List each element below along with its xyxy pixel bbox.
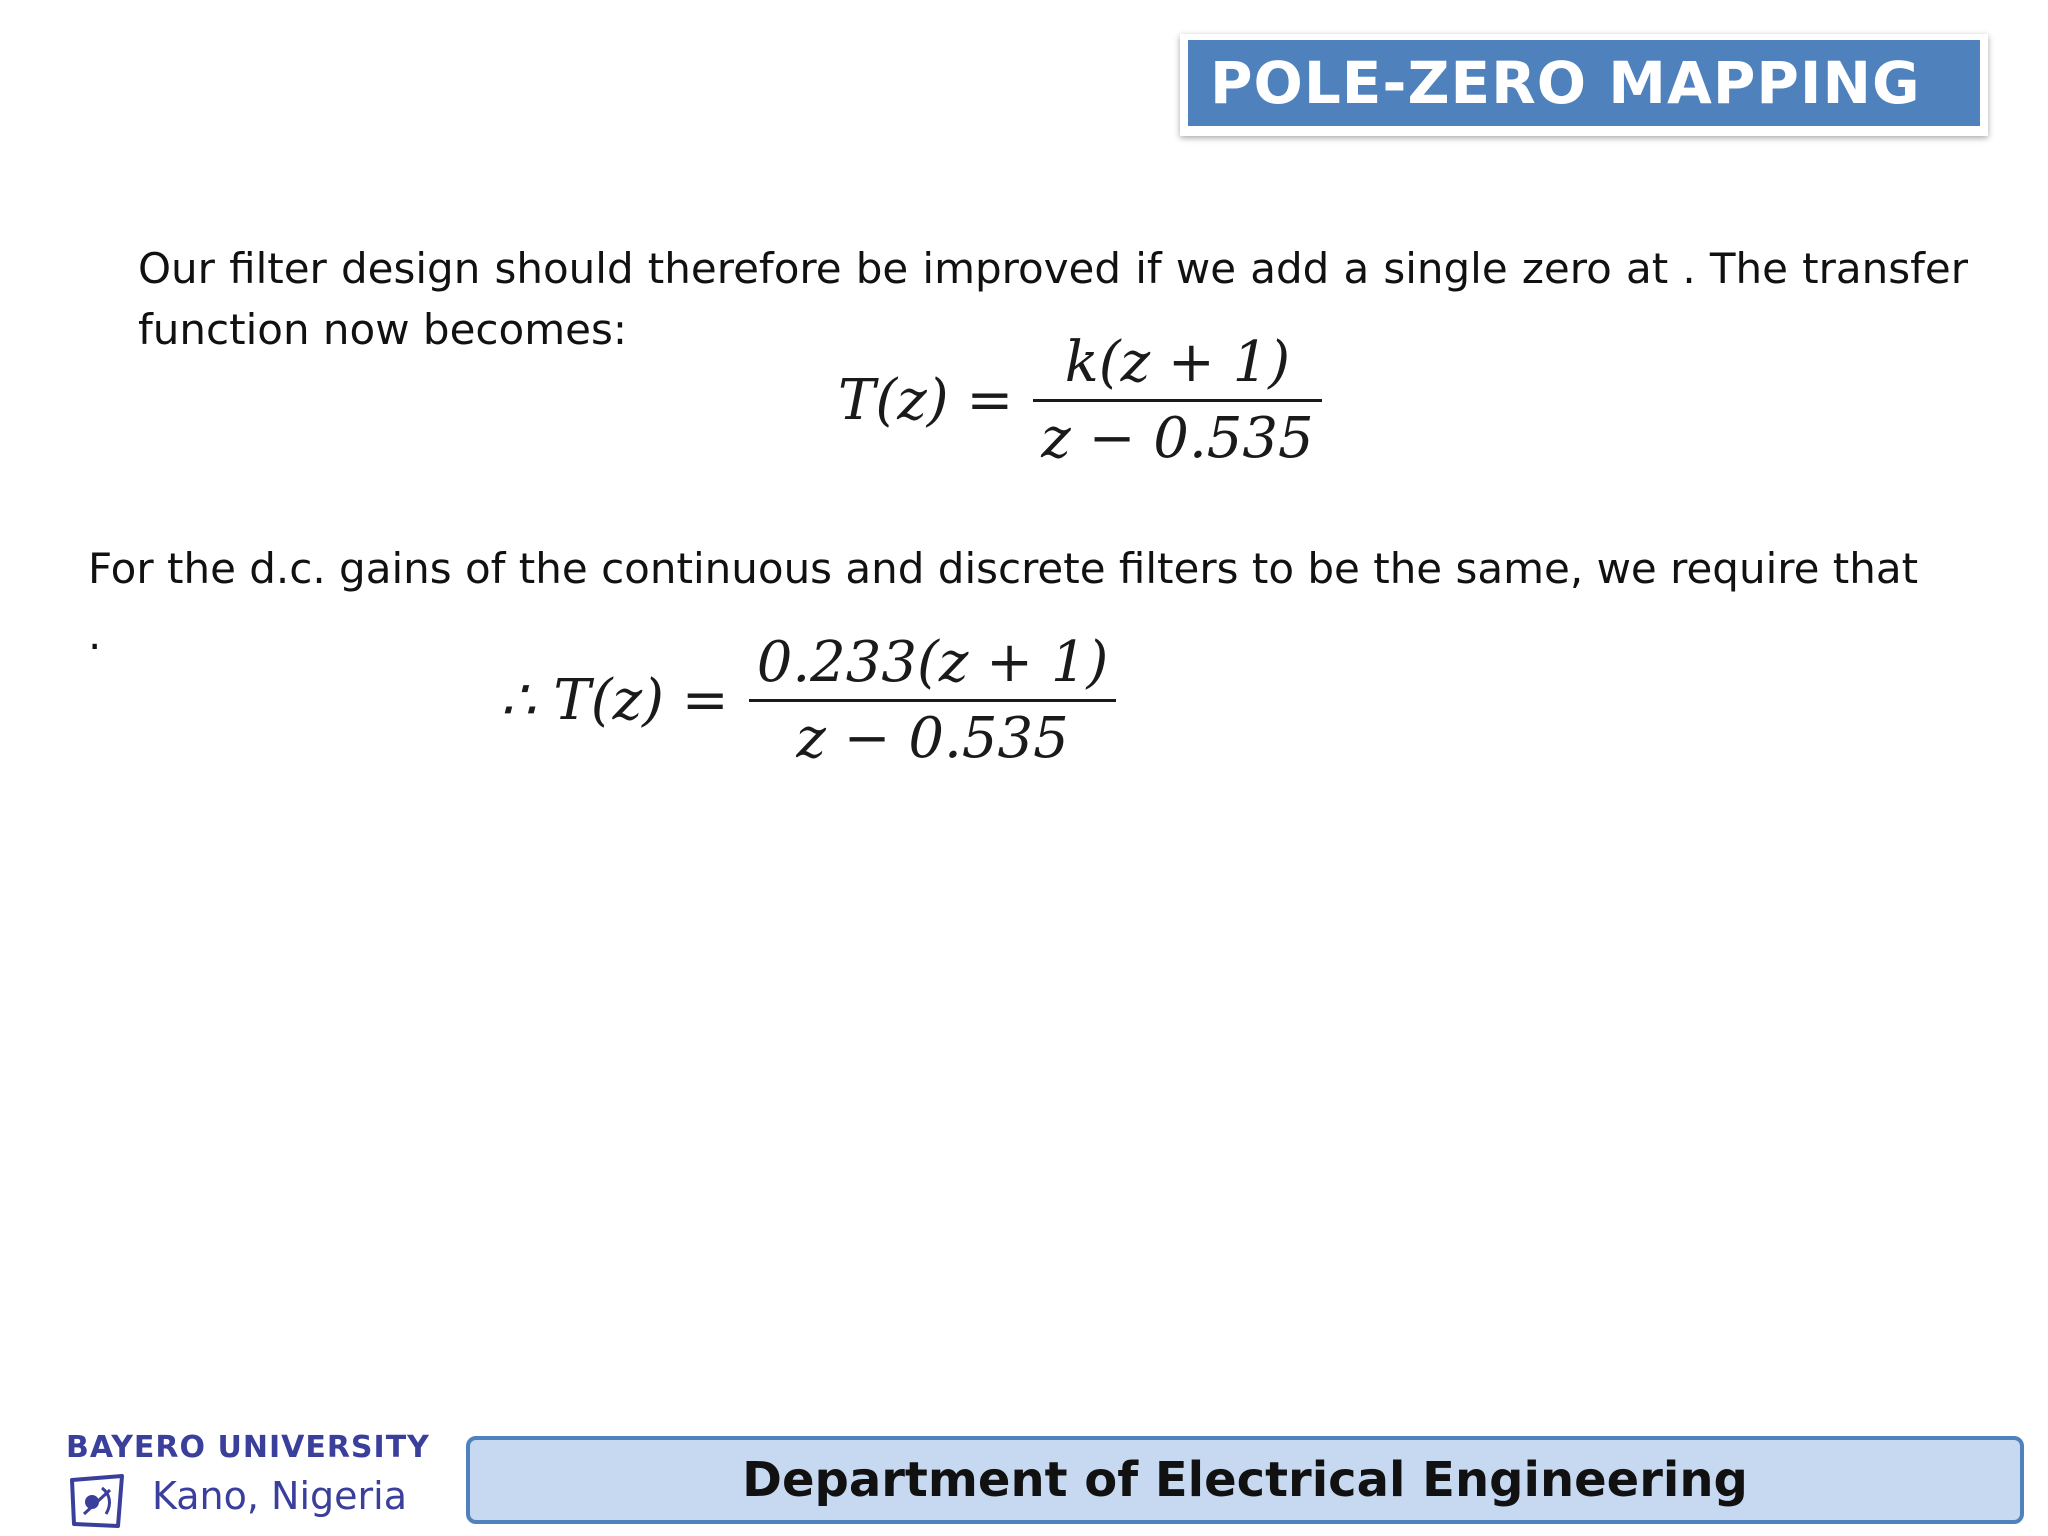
university-logo	[62, 1430, 462, 1530]
equation-1-fraction	[1033, 330, 1321, 471]
title-box	[1180, 34, 1988, 136]
slide-title: POLE-ZERO MAPPING	[1210, 49, 1921, 117]
university-name: BAYERO UNIVERSITY	[66, 1430, 430, 1465]
equation-1-numerator: k(z + 1)	[1064, 330, 1291, 395]
university-location: Kano, Nigeria	[152, 1474, 407, 1518]
equation-2-denominator: z − 0.535	[796, 706, 1069, 771]
equation-transfer-function	[838, 330, 1322, 471]
equation-1-denominator: z − 0.535	[1041, 406, 1314, 471]
body-paragraph-2: For the d.c. gains of the continuous and discrete filters to be the same, we require that	[88, 544, 1919, 593]
equation-2-fraction	[749, 630, 1117, 771]
body-paragraph-1: Our filter design should therefore be improved if we add a single zero at . The transfer function now becomes:	[138, 244, 1968, 354]
university-seal-icon	[66, 1470, 128, 1532]
equation-1-lhs: T(z) =	[838, 368, 1014, 433]
department-banner	[466, 1436, 2024, 1524]
equation-2-numerator: 0.233(z + 1)	[756, 630, 1109, 695]
equation-final-transfer-function	[500, 630, 1116, 771]
title-banner	[1188, 40, 1980, 126]
body-paragraph-2-end: .	[88, 610, 102, 659]
department-name: Department of Electrical Engineering	[742, 1452, 1748, 1508]
equation-2-lhs: ∴ T(z) =	[500, 668, 729, 733]
